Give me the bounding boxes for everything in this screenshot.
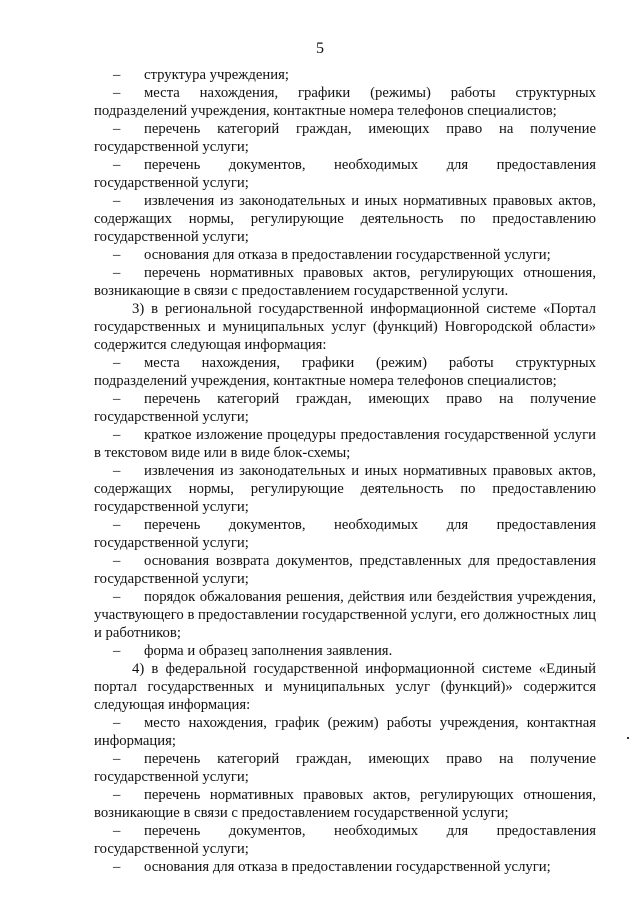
- list-item: [94, 354, 596, 390]
- paragraph-text: перечень категорий граждан, имеющих право на получение государственной услуги;: [94, 751, 596, 785]
- list-dash: –: [113, 247, 121, 263]
- list-dash: –: [113, 67, 121, 83]
- list-item: [94, 426, 596, 462]
- list-item: [94, 552, 596, 588]
- list-dash: –: [113, 427, 121, 443]
- list-item: [94, 264, 596, 300]
- list-dash: –: [113, 157, 121, 173]
- list-item: [94, 642, 596, 660]
- paragraph-text: форма и образец заполнения заявления.: [144, 643, 393, 659]
- paragraph-text: структура учреждения;: [144, 67, 289, 83]
- list-dash: –: [113, 517, 121, 533]
- list-dash: –: [113, 463, 121, 479]
- list-item: [94, 390, 596, 426]
- list-item: [94, 714, 596, 750]
- paragraph-text: порядок обжалования решения, действия или бездействия учреждения, участвующего в предоставлении государственной услуги, его должностных лиц и работников;: [94, 589, 596, 641]
- paragraph-text: краткое изложение процедуры предоставления государственной услуги в текстовом виде или в виде блок-схемы;: [94, 427, 596, 461]
- list-item: [94, 66, 596, 84]
- paragraph-text: перечень документов, необходимых для предоставления государственной услуги;: [94, 517, 596, 551]
- list-dash: –: [113, 355, 121, 371]
- list-item: [94, 156, 596, 192]
- list-item: [94, 462, 596, 516]
- paragraph-text: перечень категорий граждан, имеющих право на получение государственной услуги;: [94, 121, 596, 155]
- list-dash: –: [113, 787, 121, 803]
- list-dash: –: [113, 715, 121, 731]
- paragraph-text: места нахождения, графики (режимы) работы структурных подразделений учреждения, контактные номера телефонов специалистов;: [94, 85, 596, 119]
- list-dash: –: [113, 589, 121, 605]
- list-dash: –: [113, 823, 121, 839]
- list-item: [94, 750, 596, 786]
- paragraph-text: перечень документов, необходимых для предоставления государственной услуги;: [94, 157, 596, 191]
- numbered-paragraph: [94, 300, 596, 354]
- list-dash: –: [113, 85, 121, 101]
- paragraph-text: основания возврата документов, представленных для предоставления государственной услуги;: [94, 553, 596, 587]
- numbered-paragraph: [94, 660, 596, 714]
- list-item: [94, 246, 596, 264]
- page-number: 5: [316, 40, 324, 57]
- list-dash: –: [113, 391, 121, 407]
- paragraph-text: перечень категорий граждан, имеющих право на получение государственной услуги;: [94, 391, 596, 425]
- paragraph-text: 4) в федеральной государственной информационной системе «Единый портал государственных и муниципальных услуг (функций)» содержится следующая информация:: [94, 661, 596, 713]
- paragraph-text: основания для отказа в предоставлении государственной услуги;: [144, 859, 551, 875]
- list-item: [94, 786, 596, 822]
- paragraph-text: перечень нормативных правовых актов, регулирующих отношения, возникающие в связи с предоставлением государственной услуги;: [94, 787, 596, 821]
- list-item: [94, 822, 596, 858]
- list-item: [94, 84, 596, 120]
- list-dash: –: [113, 751, 121, 767]
- document-body: [94, 66, 596, 876]
- list-dash: –: [113, 193, 121, 209]
- list-item: [94, 120, 596, 156]
- paragraph-text: извлечения из законодательных и иных нормативных правовых актов, содержащих нормы, регулирующие деятельность по предоставлению государственной услуги;: [94, 463, 596, 515]
- list-item: [94, 516, 596, 552]
- list-dash: –: [113, 553, 121, 569]
- list-item: [94, 192, 596, 246]
- scan-speck: [627, 737, 629, 739]
- paragraph-text: место нахождения, график (режим) работы учреждения, контактная информация;: [94, 715, 596, 749]
- paragraph-text: 3) в региональной государственной информационной системе «Портал государственных и муниципальных услуг (функций) Новгородской области» содержится следующая информация:: [94, 301, 596, 353]
- paragraph-text: перечень нормативных правовых актов, регулирующих отношения, возникающие в связи с предоставлением государственной услуги.: [94, 265, 596, 299]
- list-dash: –: [113, 265, 121, 281]
- paragraph-text: основания для отказа в предоставлении государственной услуги;: [144, 247, 551, 263]
- list-dash: –: [113, 643, 121, 659]
- list-dash: –: [113, 859, 121, 875]
- list-item: [94, 858, 596, 876]
- paragraph-text: перечень документов, необходимых для предоставления государственной услуги;: [94, 823, 596, 857]
- list-item: [94, 588, 596, 642]
- list-dash: –: [113, 121, 121, 137]
- paragraph-text: извлечения из законодательных и иных нормативных правовых актов, содержащих нормы, регулирующие деятельность по предоставлению государственной услуги;: [94, 193, 596, 245]
- paragraph-text: места нахождения, графики (режим) работы структурных подразделений учреждения, контактные номера телефонов специалистов;: [94, 355, 596, 389]
